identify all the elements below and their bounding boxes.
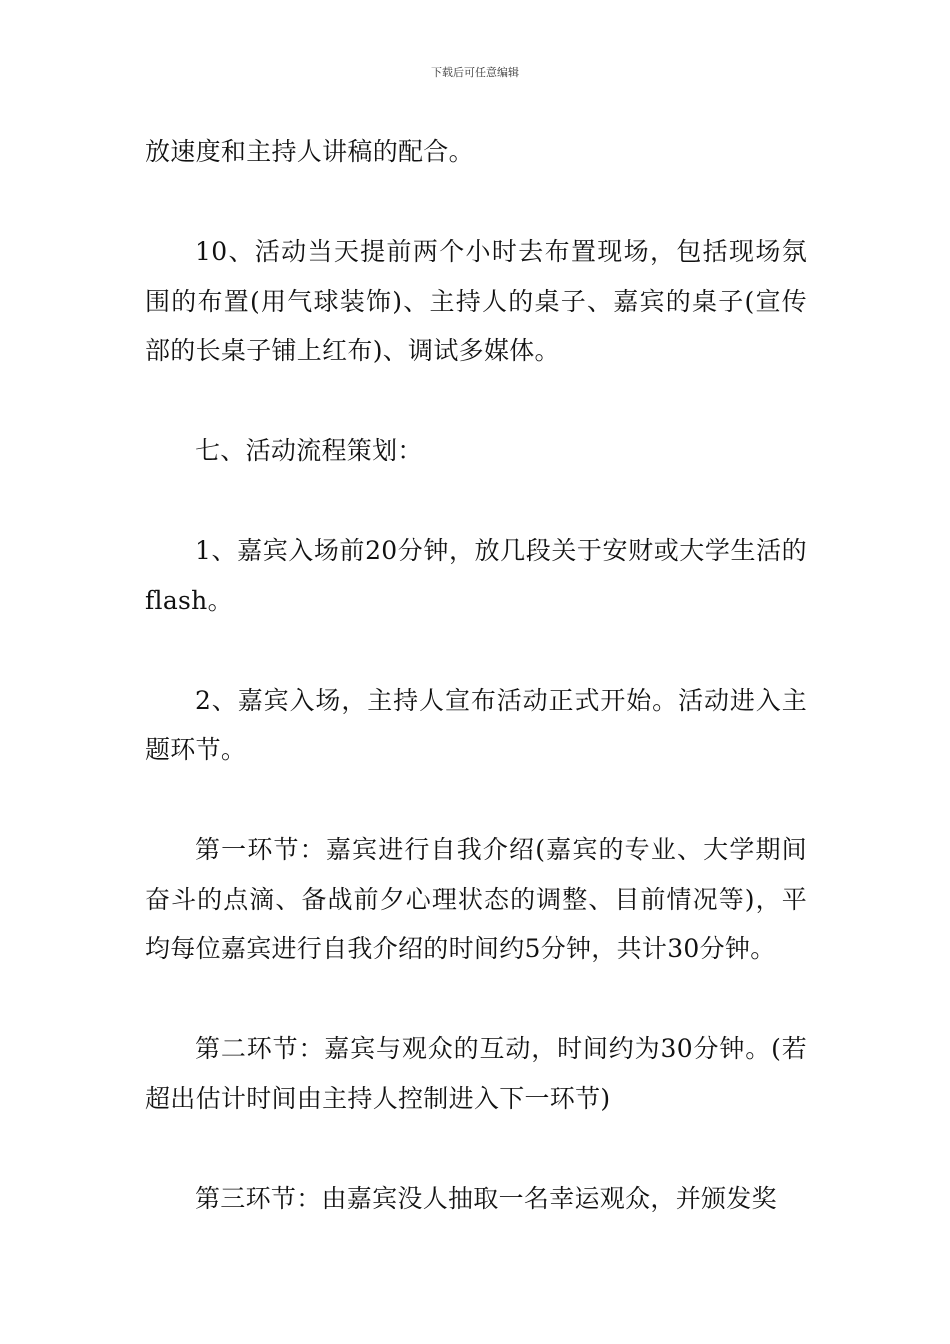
paragraph-item-10: 10、活动当天提前两个小时去布置现场，包括现场氛围的布置(用气球装饰)、主持人的桌子、嘉宾的桌子(宣传部的长桌子铺上红布)、调试多媒体。 [145,237,807,365]
paragraph-segment-3: 第三环节：由嘉宾没人抽取一名幸运观众，并颁发奖 [195,1183,777,1213]
page-header: 下载后可任意编辑 [431,66,519,79]
document-body [145,127,807,1223]
section-heading-activity-flow: 七、活动流程策划： [195,436,423,465]
paragraph-flow-step-1: 1、嘉宾入场前20分钟，放几段关于安财或大学生活的flash。 [145,536,807,615]
paragraph-segment-2: 第二环节：嘉宾与观众的互动，时间约为30分钟。(若超出估计时间由主持人控制进入下一环节) [145,1034,807,1113]
paragraph-flow-step-2: 2、嘉宾入场，主持人宣布活动正式开始。活动进入主题环节。 [145,685,807,764]
paragraph-segment-1: 第一环节：嘉宾进行自我介绍(嘉宾的专业、大学期间奋斗的点滴、备战前夕心理状态的调整、目前情况等)，平均每位嘉宾进行自我介绍的时间约5分钟，共计30分钟。 [145,835,807,963]
paragraph-continuation: 放速度和主持人讲稿的配合。 [145,137,474,166]
